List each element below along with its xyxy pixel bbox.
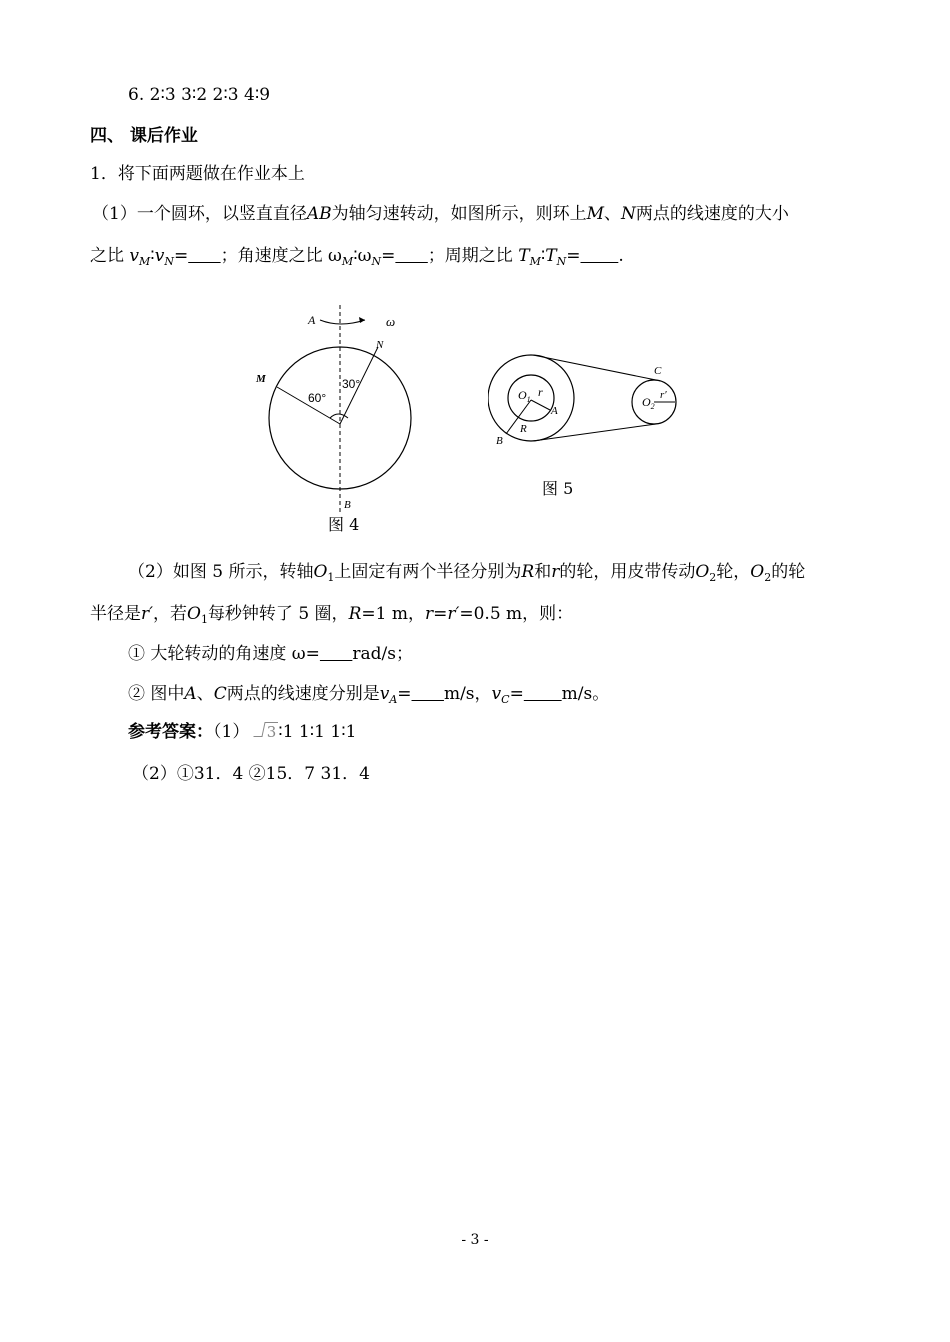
q1-sub-m2: M [341, 255, 354, 268]
q1-eq: = [173, 246, 189, 266]
rotation-arrow [320, 320, 365, 324]
q2-o2b-sub: 2 [764, 571, 772, 584]
fig5-label-c: C [654, 365, 662, 377]
q1-sub-m: M [139, 255, 151, 268]
answer-blank-period-ratio[interactable] [580, 244, 618, 268]
answer-line-2: （2）①31．4 ②15．7 31．4 [132, 764, 370, 784]
q2-rp2: r′ [447, 604, 460, 624]
q2p1-text: ① 大轮转动的角速度 ω= [128, 644, 320, 664]
radius-r [531, 400, 550, 410]
q2-l2d: =1 m， [361, 604, 425, 624]
q2p2-text: ② 图中 [128, 684, 185, 704]
q2-d: 的轮，用皮带传动 [559, 562, 696, 582]
fig5-label-r: r [538, 385, 543, 399]
q2p2-c: C [213, 684, 227, 704]
question-2-line-2 [90, 602, 573, 626]
question-1-line-2 [90, 244, 624, 268]
q2-e: 轮， [716, 562, 751, 582]
fig5-label-o2: $O_2$ [642, 395, 655, 411]
q1-m: M [586, 204, 605, 224]
fig4-label-b: B [344, 499, 351, 511]
figure-4-ring-diagram [250, 300, 430, 515]
q1-text-c: 两点的线速度的大小 [635, 204, 789, 224]
q1-text-b: 为轴匀速转动，如图所示，则环上 [331, 204, 587, 224]
answer-p1: （1） [213, 722, 250, 742]
section-title: 四、 课后作业 [90, 126, 198, 146]
q1-colon2: ∶ [353, 246, 358, 266]
previous-answers: 6. 2∶3 3∶2 2∶3 4∶9 [128, 85, 271, 105]
q1-eq3: = [566, 246, 581, 266]
q2-o1-sub: 1 [327, 571, 335, 584]
belt-bottom [533, 424, 656, 441]
fig4-label-n: N [376, 339, 384, 351]
q2-l2e: = [433, 604, 448, 624]
q1-ab: AB [306, 204, 332, 224]
q1-n: N [621, 204, 636, 224]
q1-t2: T [545, 246, 557, 266]
q1-t: T [518, 246, 530, 266]
question-1-line-1 [92, 202, 789, 226]
q2-o2: O [695, 562, 710, 582]
q1-sub-m3: M [529, 255, 541, 268]
rotation-arrowhead [359, 317, 365, 323]
figure-4-caption: 图 4 [328, 515, 360, 534]
q1-text-a: （1）一个圆环，以竖直直径 [92, 204, 307, 224]
fig5-label-r-prime: r′ [660, 389, 667, 401]
q2-l2b: ，若 [153, 604, 187, 624]
q2-r-small2: r [424, 604, 434, 624]
fig4-label-m: M [256, 373, 266, 385]
q2-r-big2: R [348, 604, 362, 624]
answer-blank-angular-ratio[interactable] [395, 244, 427, 268]
q2-o1: O [313, 562, 328, 582]
q2p2-va: v [379, 684, 390, 704]
q2p2-eq: = [397, 684, 412, 704]
q2-l2f: =0.5 m，则： [459, 604, 574, 624]
fig4-label-omega: ω [386, 314, 396, 329]
fig4-angle-60: 60° [308, 391, 327, 405]
answer-blank-va[interactable] [412, 682, 444, 706]
figure-5-caption: 图 5 [542, 479, 574, 498]
q2p2-sub-c: C [501, 693, 510, 706]
q2-o2b: O [750, 562, 765, 582]
question-2-line-1 [128, 560, 805, 584]
sqrt-symbol: 3 [255, 720, 279, 744]
answer-rest: ∶1 1∶1 1∶1 [278, 722, 357, 742]
q1-colon3: ∶ [540, 246, 546, 266]
angle-arc [330, 414, 348, 418]
q1-l2c: ；周期之比 [427, 246, 513, 266]
q2-r-big: R [521, 562, 535, 582]
question-2-part-1 [128, 642, 413, 666]
task-instruction: 1．将下面两题做在作业本上 [90, 164, 305, 184]
q2-b: 上固定有两个半径分别为 [334, 562, 522, 582]
q1-l2b: ；角速度之比 [220, 246, 323, 266]
page-number: - 3 - [461, 1232, 489, 1248]
belt-top [533, 355, 656, 380]
answer-blank-vc[interactable] [524, 682, 562, 706]
q1-sep: 、 [604, 204, 622, 224]
q2p2-a: A [184, 684, 197, 704]
fig5-label-o1: $O_1$ [518, 388, 531, 404]
q2p2-sep: 、 [196, 684, 214, 704]
q2p2-vc: v [491, 684, 502, 704]
q2p2-sub-a: A [389, 693, 398, 706]
q1-end: . [618, 246, 624, 266]
q2-l2a: 半径是 [90, 604, 141, 624]
q2-f: 的轮 [771, 562, 806, 582]
question-2-part-2 [128, 682, 609, 706]
q1-sub-n2: N [371, 255, 382, 268]
q2-o1b: O [187, 604, 201, 624]
q2-o2-sub: 2 [709, 571, 717, 584]
q2p1-unit: rad/s； [352, 644, 413, 664]
answer-blank-speed-ratio[interactable] [188, 244, 220, 268]
small-wheel [508, 375, 554, 421]
q1-omega: ω [328, 246, 342, 266]
q1-sub-n: N [164, 255, 174, 268]
q1-l2a: 之比 [90, 246, 124, 266]
q1-v: v [129, 246, 140, 266]
q2-r-small: r [551, 562, 560, 582]
q1-v2: v [154, 246, 165, 266]
q2p2-b: 两点的线速度分别是 [226, 684, 380, 704]
q2p2-unit-a: m/s， [443, 684, 492, 704]
fig4-angle-30: 30° [342, 377, 361, 391]
q2-c: 和 [534, 562, 552, 582]
q2-l2c: 每秒钟转了 5 圈， [207, 604, 349, 624]
fig5-label-big-r: R [520, 423, 527, 435]
answer-blank-angular-velocity[interactable] [320, 642, 352, 666]
q2-o1b-sub: 1 [200, 613, 208, 626]
fig5-label-b: B [496, 435, 503, 447]
q2p2-eq2: = [509, 684, 524, 704]
figure-5-belt-diagram [488, 348, 693, 448]
answer-line-1 [128, 720, 356, 744]
q1-eq2: = [381, 246, 396, 266]
q2-a: （2）如图 5 所示，转轴 [128, 562, 314, 582]
q1-sub-n3: N [556, 255, 567, 268]
fig5-label-a: A [551, 405, 558, 417]
q2p2-unit-c: m/s。 [561, 684, 610, 704]
large-wheel [488, 355, 574, 441]
answer-label: 参考答案： [128, 722, 213, 742]
q2-rp: r′ [141, 604, 153, 624]
q1-colon: ∶ [150, 246, 155, 266]
q1-omega2: ω [357, 246, 372, 266]
fig4-label-a: A [308, 313, 316, 327]
